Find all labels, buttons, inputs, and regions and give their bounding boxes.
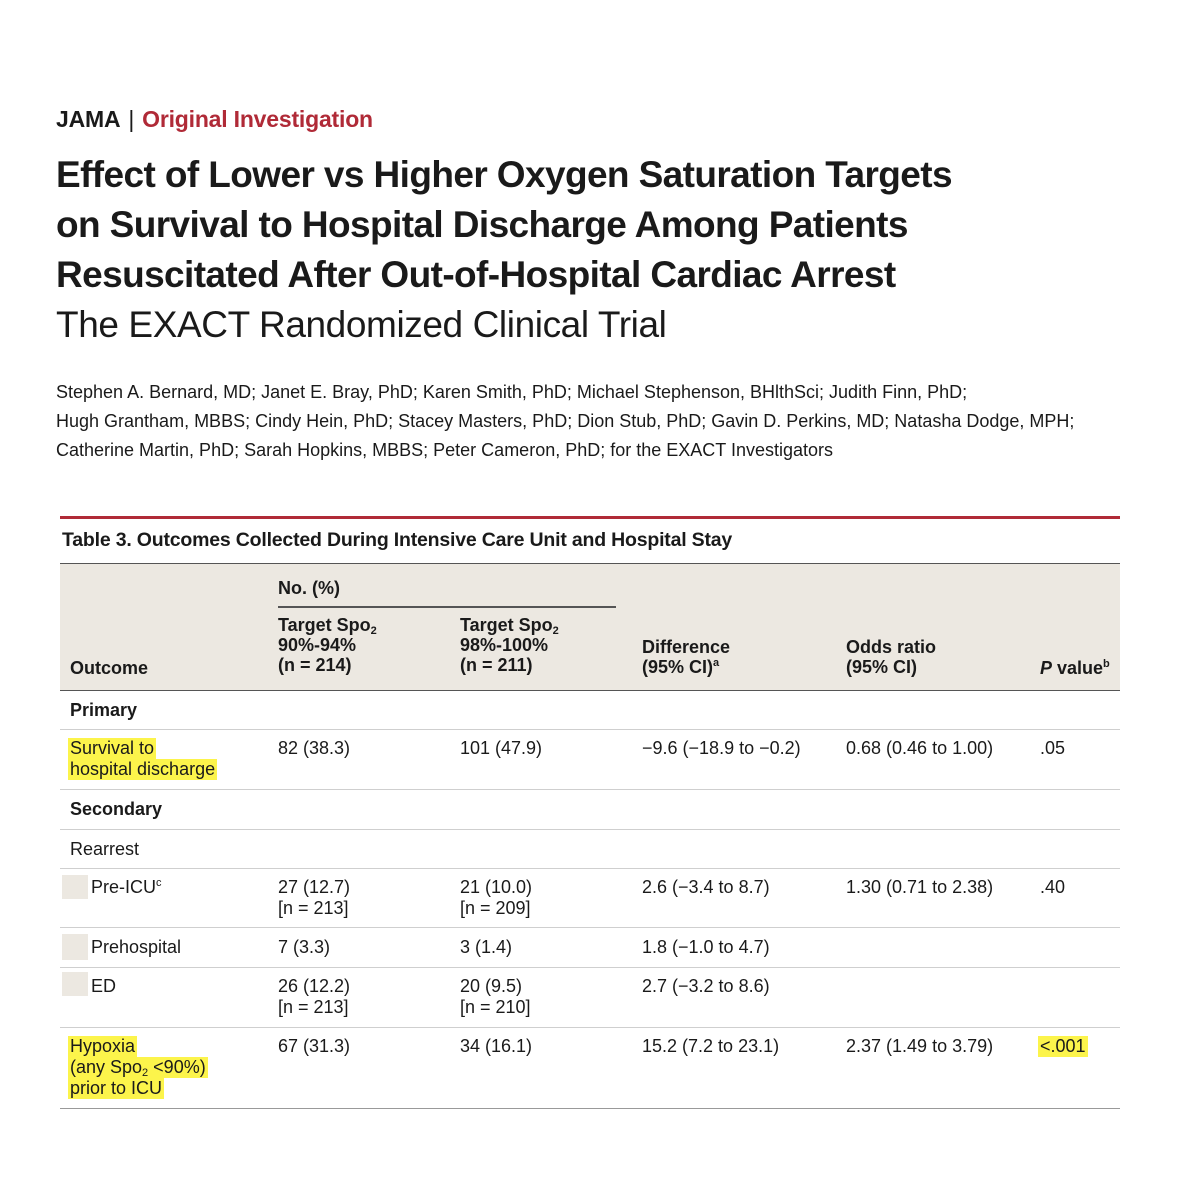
table-row-pre-icu <box>60 869 1120 928</box>
title-line: on Survival to Hospital Discharge Among Patients <box>56 204 908 245</box>
author-line: Catherine Martin, PhD; Sarah Hopkins, MBBS; Peter Cameron, PhD; for the EXACT Investigators <box>56 440 833 460</box>
journal-name: JAMA <box>56 106 121 132</box>
article-kicker <box>56 106 373 133</box>
outcome-ed: ED <box>91 976 117 996</box>
outcome-pre-icu: Pre-ICU$^c$ <box>91 877 162 897</box>
row-label-rearrest: Rearrest <box>70 839 140 859</box>
cell-hypoxia-difference: 15.2 (7.2 to 23.1) <box>642 1036 780 1056</box>
header-p-value: P value$^b$ <box>1040 658 1110 678</box>
table-header <box>60 563 1120 691</box>
cell-hypoxia-high: 34 (16.1) <box>460 1036 533 1056</box>
outcome-hypoxia: Hypoxia (any Spo$_2$ <90%) prior to ICU <box>70 1036 206 1098</box>
header-outcome: Outcome <box>70 658 149 678</box>
cell-ed-high: 20 (9.5) [n = 210] <box>460 976 531 1017</box>
cell-pre-icu-high: 21 (10.0) [n = 209] <box>460 877 533 918</box>
cell-hypoxia-pvalue: <.001 <box>1040 1036 1086 1056</box>
table-row-primary <box>60 691 1120 730</box>
indent-marker <box>62 934 88 960</box>
table-row-hypoxia <box>60 1028 1120 1109</box>
cell-ed-low: 26 (12.2) [n = 213] <box>278 976 351 1017</box>
header-group-no-percent: No. (%) <box>278 578 340 598</box>
cell-pre-icu-difference: 2.6 (−3.4 to 8.7) <box>642 877 770 897</box>
table-row-ed <box>60 968 1120 1028</box>
author-line: Hugh Grantham, MBBS; Cindy Hein, PhD; Stacey Masters, PhD; Dion Stub, PhD; Gavin D. Perkins, MD; Natasha Dodge, MPH; <box>56 411 1075 431</box>
cell-pre-icu-low: 27 (12.7) [n = 213] <box>278 877 351 918</box>
indent-marker <box>62 875 88 899</box>
cell-survival-high: 101 (47.9) <box>460 738 543 758</box>
header-group-rule <box>278 606 616 608</box>
cell-pre-icu-odds: 1.30 (0.71 to 2.38) <box>846 877 994 897</box>
header-difference: Difference (95% CI)$^a$ <box>642 637 731 677</box>
title-line: Effect of Lower vs Higher Oxygen Saturation Targets <box>56 154 952 195</box>
author-list <box>56 378 1166 465</box>
cell-ed-difference: 2.7 (−3.2 to 8.6) <box>642 976 770 996</box>
indent-marker <box>62 972 88 996</box>
kicker-separator: | <box>128 106 135 132</box>
cell-hypoxia-odds: 2.37 (1.49 to 3.79) <box>846 1036 994 1056</box>
article-title <box>56 150 1156 300</box>
row-label-primary: Primary <box>70 700 138 720</box>
cell-hypoxia-low: 67 (31.3) <box>278 1036 351 1056</box>
header-odds-ratio: Odds ratio (95% CI) <box>846 637 937 677</box>
article-subtitle: The EXACT Randomized Clinical Trial <box>56 304 667 345</box>
row-label-secondary: Secondary <box>70 799 163 819</box>
author-line: Stephen A. Bernard, MD; Janet E. Bray, PhD; Karen Smith, PhD; Michael Stephenson, BHlthSci; Judith Finn, PhD; <box>56 382 968 402</box>
header-target-high: Target Spo$_2$ 98%-100% (n = 211) <box>460 615 559 675</box>
outcomes-table <box>60 516 1120 1109</box>
table-caption: Table 3. Outcomes Collected During Intensive Care Unit and Hospital Stay <box>62 529 733 551</box>
cell-prehospital-low: 7 (3.3) <box>278 937 331 957</box>
table-row-secondary <box>60 790 1120 830</box>
table-row-prehospital <box>60 928 1120 968</box>
cell-survival-low: 82 (38.3) <box>278 738 351 758</box>
article-section: Original Investigation <box>142 106 373 132</box>
cell-pre-icu-pvalue: .40 <box>1040 877 1066 897</box>
outcome-survival: Survival to hospital discharge <box>70 738 216 779</box>
table-row-rearrest <box>60 830 1120 869</box>
cell-survival-difference: −9.6 (−18.9 to −0.2) <box>642 738 801 758</box>
cell-prehospital-difference: 1.8 (−1.0 to 4.7) <box>642 937 770 957</box>
header-target-low: Target Spo$_2$ 90%-94% (n = 214) <box>278 615 377 675</box>
cell-survival-odds: 0.68 (0.46 to 1.00) <box>846 738 994 758</box>
title-line: Resuscitated After Out-of-Hospital Cardiac Arrest <box>56 254 896 295</box>
table-row-survival <box>60 730 1120 790</box>
cell-prehospital-high: 3 (1.4) <box>460 937 513 957</box>
cell-survival-pvalue: .05 <box>1040 738 1066 758</box>
outcome-prehospital: Prehospital <box>91 937 182 957</box>
